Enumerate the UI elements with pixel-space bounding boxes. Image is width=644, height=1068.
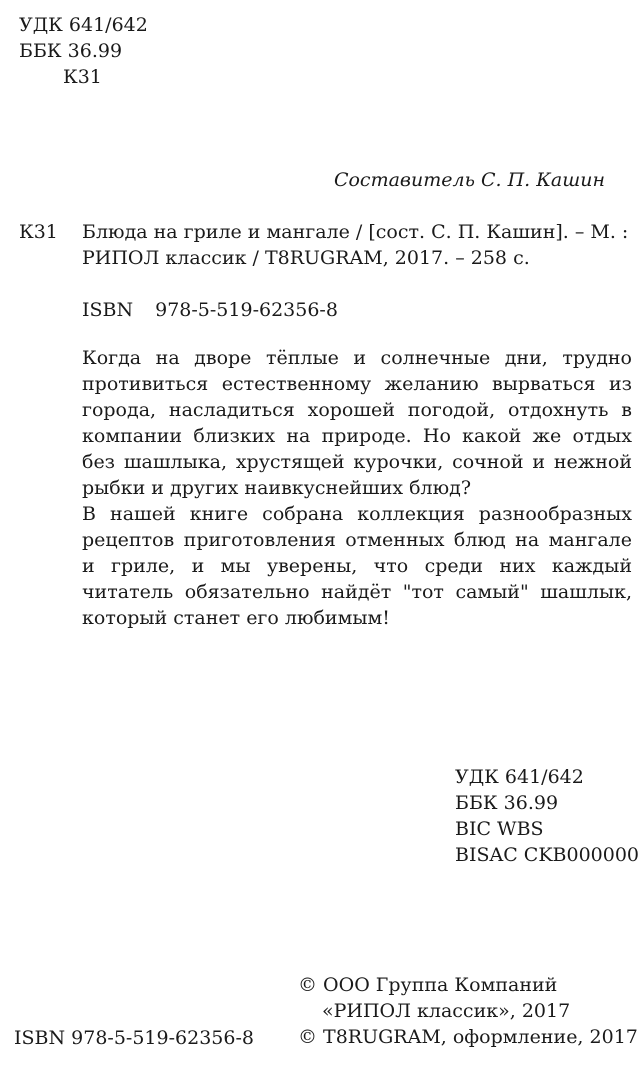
catalog-author-mark: К31 [19, 221, 58, 243]
classification-codes-top [19, 12, 148, 90]
compiler-line: Составитель С. П. Кашин [333, 169, 605, 191]
bic-code: BIC WBS [455, 818, 544, 840]
isbn-bottom: ISBN 978-5-519-62356-8 [14, 1027, 254, 1049]
bibliographic-description [82, 219, 628, 271]
author-mark: К31 [63, 66, 102, 88]
udk-code-bottom: УДК 641/642 [455, 766, 584, 788]
isbn-label: ISBN [82, 299, 134, 321]
isbn-number: 978-5-519-62356-8 [155, 299, 338, 321]
bisac-code: BISAC CKB000000 [455, 844, 640, 866]
isbn-entry [82, 297, 338, 323]
annotation-paragraph-2: В нашей книге собрана коллекция разнообразных рецептов приготовления отменных блюд на мангале и гриле, и мы уверены, что среди них каждый читатель обязательно найдёт "тот самый" шашлык, который станет его любимым! [82, 503, 632, 629]
bbk-code: ББК 36.99 [19, 40, 123, 62]
bbk-code-bottom: ББК 36.99 [455, 792, 559, 814]
copyright-line-1: © ООО Группа Компаний [298, 974, 558, 996]
annotation [82, 345, 632, 631]
udk-code: УДК 641/642 [19, 14, 148, 36]
copyright-block [298, 972, 638, 1050]
annotation-paragraph-1: Когда на дворе тёплые и солнечные дни, трудно противиться естественному желанию вырваться из города, насладиться хорошей погодой, отдохнуть в компании близких на природе. Но какой же отдых без шашлыка, хрустящей курочки, сочной и нежной рыбки и других наивкуснейших блюд? [82, 347, 632, 499]
copyright-line-3: © T8RUGRAM, оформление, 2017 [298, 1026, 638, 1048]
classification-codes-bottom [455, 764, 639, 868]
biblio-line-1: Блюда на гриле и мангале / [сост. С. П. Кашин]. – М. : [82, 221, 629, 243]
biblio-line-2: РИПОЛ классик / T8RUGRAM, 2017. – 258 с. [82, 247, 530, 269]
copyright-line-2: «РИПОЛ классик», 2017 [322, 1000, 571, 1022]
